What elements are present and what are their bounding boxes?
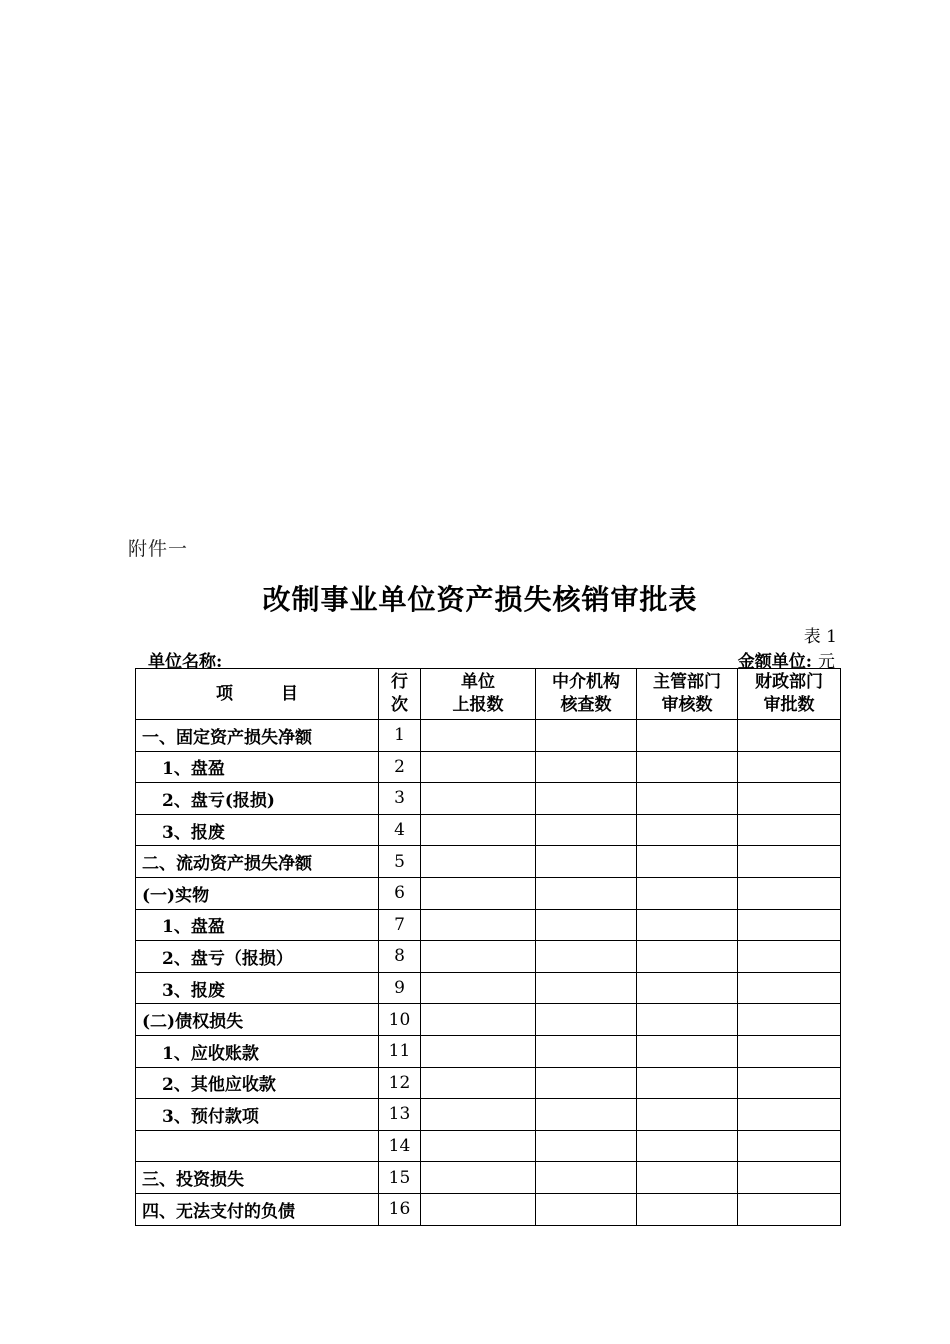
- cell-agency-check[interactable]: [536, 1130, 637, 1162]
- row-number: 15: [379, 1162, 421, 1194]
- cell-finance-approval[interactable]: [738, 1193, 841, 1225]
- cell-finance-approval[interactable]: [738, 1130, 841, 1162]
- row-number: 5: [379, 846, 421, 878]
- cell-agency-check[interactable]: [536, 720, 637, 752]
- table-row: [136, 751, 841, 783]
- cell-dept-review[interactable]: [637, 909, 738, 941]
- cell-agency-check[interactable]: [536, 783, 637, 815]
- cell-agency-check[interactable]: [536, 1035, 637, 1067]
- table-row: [136, 783, 841, 815]
- cell-agency-check[interactable]: [536, 909, 637, 941]
- cell-agency-check[interactable]: [536, 1099, 637, 1131]
- cell-finance-approval[interactable]: [738, 720, 841, 752]
- attachment-label: 附件一: [128, 538, 189, 560]
- header-finance-approval-line2: 审批数: [763, 695, 815, 715]
- table-row: [136, 1067, 841, 1099]
- header-row-number-line2: 次: [391, 695, 408, 715]
- header-finance-approval-line1: 财政部门: [755, 672, 823, 692]
- cell-finance-approval[interactable]: [738, 751, 841, 783]
- cell-dept-review[interactable]: [637, 941, 738, 973]
- cell-unit-report[interactable]: [421, 814, 536, 846]
- table-row: [136, 814, 841, 846]
- header-item-b: 目: [281, 683, 298, 704]
- table-number: 表 1: [803, 627, 837, 647]
- cell-finance-approval[interactable]: [738, 1067, 841, 1099]
- table-row: [136, 1035, 841, 1067]
- row-number: 9: [379, 972, 421, 1004]
- cell-agency-check[interactable]: [536, 1193, 637, 1225]
- row-item: 3、报废: [136, 814, 379, 846]
- row-number: 16: [379, 1193, 421, 1225]
- cell-finance-approval[interactable]: [738, 909, 841, 941]
- amount-unit-value: 元: [818, 652, 835, 672]
- cell-dept-review[interactable]: [637, 1035, 738, 1067]
- cell-unit-report[interactable]: [421, 846, 536, 878]
- cell-unit-report[interactable]: [421, 1035, 536, 1067]
- cell-unit-report[interactable]: [421, 972, 536, 1004]
- header-dept-review-line1: 主管部门: [653, 672, 721, 692]
- header-agency-check-line2: 核查数: [560, 695, 612, 715]
- table-row: [136, 909, 841, 941]
- row-number: 7: [379, 909, 421, 941]
- cell-finance-approval[interactable]: [738, 1035, 841, 1067]
- row-number: 3: [379, 783, 421, 815]
- row-item: 二、流动资产损失净额: [136, 846, 379, 878]
- cell-unit-report[interactable]: [421, 751, 536, 783]
- cell-finance-approval[interactable]: [738, 1162, 841, 1194]
- header-finance-approval: [738, 669, 841, 720]
- cell-finance-approval[interactable]: [738, 941, 841, 973]
- row-item: 四、无法支付的负债: [136, 1193, 379, 1225]
- cell-finance-approval[interactable]: [738, 972, 841, 1004]
- cell-dept-review[interactable]: [637, 1099, 738, 1131]
- row-number: 13: [379, 1099, 421, 1131]
- cell-unit-report[interactable]: [421, 1193, 536, 1225]
- row-item: 1、应收账款: [136, 1035, 379, 1067]
- table-row: [136, 846, 841, 878]
- row-item: 3、预付款项: [136, 1099, 379, 1131]
- header-unit-report-line2: 上报数: [452, 695, 504, 715]
- asset-loss-table: [135, 668, 841, 1226]
- row-item: (二)债权损失: [136, 1004, 379, 1036]
- row-item: 3、报废: [136, 972, 379, 1004]
- amount-unit-label: 金额单位:: [737, 652, 813, 672]
- header-dept-review: [637, 669, 738, 720]
- table-row: [136, 1099, 841, 1131]
- header-dept-review-line2: 审核数: [661, 695, 713, 715]
- row-item[interactable]: [136, 1130, 379, 1162]
- cell-unit-report[interactable]: [421, 783, 536, 815]
- row-item: 2、其他应收款: [136, 1067, 379, 1099]
- row-item: 2、盘亏(报损): [136, 783, 379, 815]
- cell-agency-check[interactable]: [536, 846, 637, 878]
- row-number: 10: [379, 1004, 421, 1036]
- cell-dept-review[interactable]: [637, 1130, 738, 1162]
- table-row: [136, 1193, 841, 1225]
- cell-agency-check[interactable]: [536, 1162, 637, 1194]
- cell-unit-report[interactable]: [421, 1162, 536, 1194]
- row-item: 2、盘亏（报损）: [136, 941, 379, 973]
- table-header-row: [136, 669, 841, 720]
- cell-finance-approval[interactable]: [738, 1099, 841, 1131]
- row-number: 2: [379, 751, 421, 783]
- cell-dept-review[interactable]: [637, 720, 738, 752]
- row-number: 1: [379, 720, 421, 752]
- cell-agency-check[interactable]: [536, 751, 637, 783]
- table-row: [136, 1130, 841, 1162]
- cell-agency-check[interactable]: [536, 941, 637, 973]
- cell-agency-check[interactable]: [536, 972, 637, 1004]
- row-item: 1、盘盈: [136, 909, 379, 941]
- table-row: [136, 1162, 841, 1194]
- cell-dept-review[interactable]: [637, 1162, 738, 1194]
- row-item: 一、固定资产损失净额: [136, 720, 379, 752]
- cell-unit-report[interactable]: [421, 1067, 536, 1099]
- unit-name-label: 单位名称:: [148, 652, 223, 672]
- cell-unit-report[interactable]: [421, 877, 536, 909]
- cell-finance-approval[interactable]: [738, 783, 841, 815]
- cell-unit-report[interactable]: [421, 909, 536, 941]
- cell-dept-review[interactable]: [637, 1193, 738, 1225]
- row-number: 11: [379, 1035, 421, 1067]
- header-row-number-line1: 行: [391, 672, 408, 692]
- row-number: 12: [379, 1067, 421, 1099]
- cell-agency-check[interactable]: [536, 877, 637, 909]
- table-row: [136, 941, 841, 973]
- cell-dept-review[interactable]: [637, 1004, 738, 1036]
- cell-unit-report[interactable]: [421, 1099, 536, 1131]
- header-agency-check-line1: 中介机构: [552, 672, 620, 692]
- cell-dept-review[interactable]: [637, 846, 738, 878]
- cell-agency-check[interactable]: [536, 1004, 637, 1036]
- header-unit-report: [421, 669, 536, 720]
- cell-finance-approval[interactable]: [738, 1004, 841, 1036]
- table-row: [136, 720, 841, 752]
- row-number: 4: [379, 814, 421, 846]
- cell-finance-approval[interactable]: [738, 877, 841, 909]
- table-row: [136, 877, 841, 909]
- cell-unit-report[interactable]: [421, 720, 536, 752]
- row-number: 8: [379, 941, 421, 973]
- header-row-number: [379, 669, 421, 720]
- cell-dept-review[interactable]: [637, 783, 738, 815]
- row-number: 14: [379, 1130, 421, 1162]
- cell-agency-check[interactable]: [536, 814, 637, 846]
- row-item: (一)实物: [136, 877, 379, 909]
- cell-dept-review[interactable]: [637, 1067, 738, 1099]
- row-item: 1、盘盈: [136, 751, 379, 783]
- cell-finance-approval[interactable]: [738, 814, 841, 846]
- cell-unit-report[interactable]: [421, 941, 536, 973]
- cell-dept-review[interactable]: [637, 877, 738, 909]
- row-number: 6: [379, 877, 421, 909]
- cell-dept-review[interactable]: [637, 972, 738, 1004]
- header-item: [136, 669, 379, 720]
- table-row: [136, 972, 841, 1004]
- cell-finance-approval[interactable]: [738, 846, 841, 878]
- cell-unit-report[interactable]: [421, 1130, 536, 1162]
- table-row: [136, 1004, 841, 1036]
- row-item: 三、投资损失: [136, 1162, 379, 1194]
- document-title: 改制事业单位资产损失核销审批表: [262, 583, 698, 616]
- cell-agency-check[interactable]: [536, 1067, 637, 1099]
- cell-unit-report[interactable]: [421, 1004, 536, 1036]
- header-unit-report-line1: 单位: [461, 672, 495, 692]
- header-item-a: 项: [216, 683, 233, 704]
- cell-dept-review[interactable]: [637, 751, 738, 783]
- header-agency-check: [536, 669, 637, 720]
- cell-dept-review[interactable]: [637, 814, 738, 846]
